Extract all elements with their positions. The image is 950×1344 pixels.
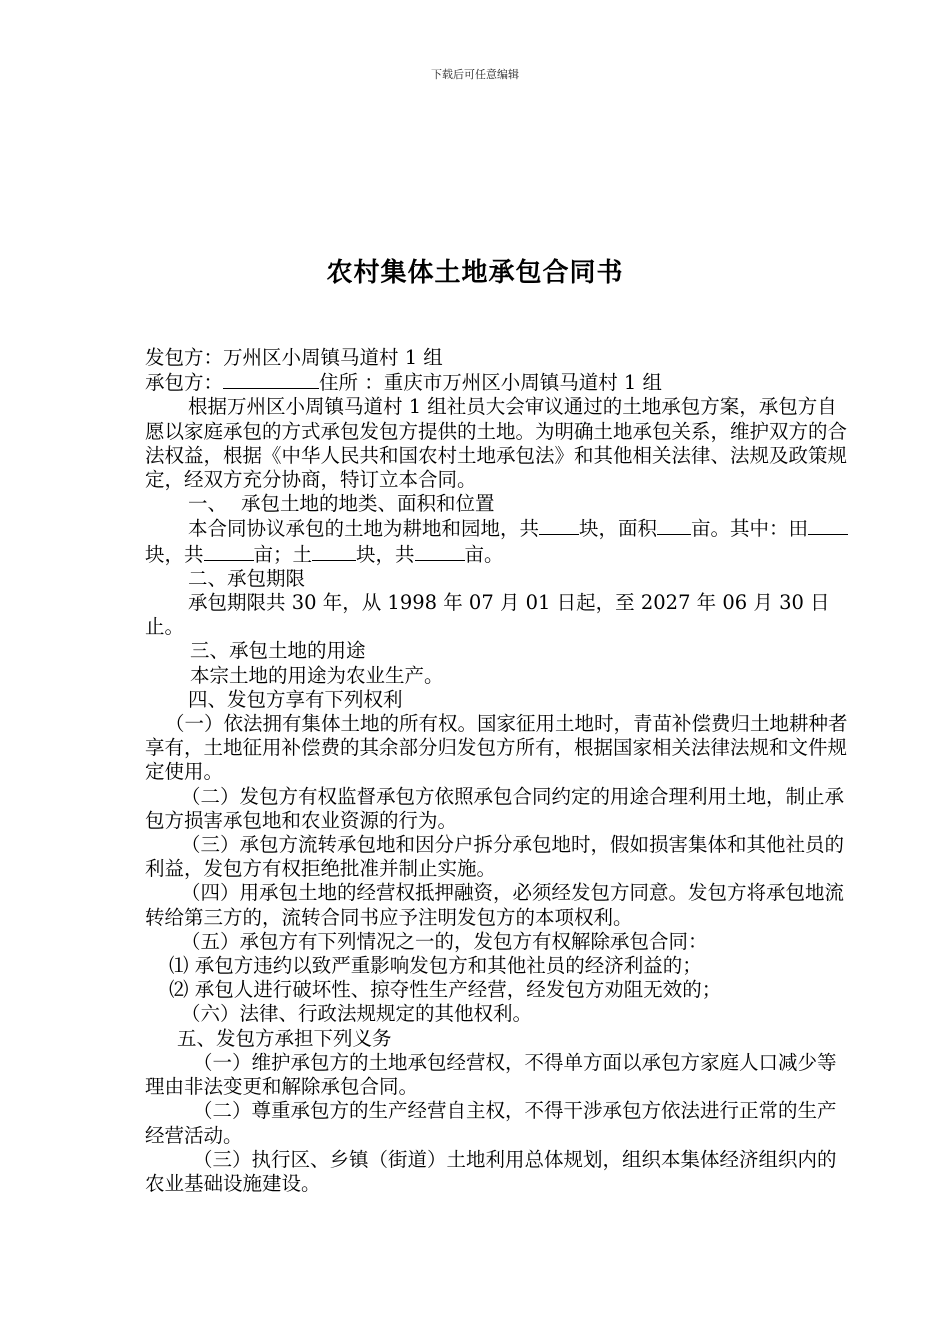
section-5-item-3: （三）执行区、乡镇（街道）土地利用总体规划，组织本集体经济组织内的农业基础设施建设。: [145, 1147, 837, 1195]
section-4-item-4: （四）用承包土地的经营权抵押融资，必须经发包方同意。发包方将承包地流转给第三方的，流转合同书应予注明发包方的本项权利。: [145, 881, 845, 929]
paddy-area-blank: [204, 542, 254, 561]
total-plots-blank: [539, 516, 579, 535]
section-1-number: 一、: [188, 492, 228, 516]
section-1-text-a: 本合同协议承包的土地为耕地和园地，共: [188, 517, 540, 541]
party-b-address: 住所 ：重庆市万州区小周镇马道村 1 组: [319, 371, 663, 395]
section-1-text-e: 亩；土: [253, 542, 313, 566]
section-5-item-2: （二）尊重承包方的生产经营自主权，不得干涉承包方依法进行正常的生产经营活动。: [145, 1099, 837, 1147]
section-4-item-6: （六）法律、行政法规规定的其他权利。: [181, 1002, 533, 1026]
section-5-item-1: （一）维护承包方的土地承包经营权，不得单方面以承包方家庭人口减少等理由非法变更和解除承包合同。: [145, 1050, 837, 1099]
party-b-name-blank: [223, 370, 319, 389]
party-a-line: 发包方：万州区小周镇马道村 1 组: [145, 346, 443, 369]
section-1-text-g: 亩。: [464, 542, 504, 566]
section-1-text-c: 亩。其中：田: [691, 517, 809, 541]
dry-plots-blank: [312, 542, 356, 561]
section-2-heading: 二、承包期限: [188, 566, 306, 590]
dry-area-blank: [415, 542, 465, 561]
section-1-paragraph: [145, 516, 855, 566]
section-4-item-5-sub-2: ⑵ 承包人进行破坏性、掠夺性生产经营，经发包方劝阻无效的；: [169, 978, 722, 1002]
section-4-item-5-sub-1: ⑴ 承包方违约以致严重影响发包方和其他社员的经济利益的；: [169, 954, 702, 978]
section-4-item-5: （五）承包方有下列情况之一的，发包方有权解除承包合同：: [181, 929, 708, 953]
document-body: [145, 346, 855, 1196]
section-2-paragraph: 承包期限共 30 年，从 1998 年 07 月 01 日起，至 2027 年 06 月 30 日止。: [145, 591, 830, 639]
party-b-label: 承包方：: [145, 371, 224, 395]
intro-paragraph: 根据万州区小周镇马道村 1 组社员大会审议通过的土地承包方案，承包方自愿以家庭承包的方式承包发包方提供的土地。为明确土地承包关系，维护双方的合法权益，根据《中华人民共和国农村土地承包法》和其他相关法律、法规及政策规定，经双方充分协商，特订立本合同。: [145, 395, 848, 492]
section-4-item-3: （三）承包方流转承包地和因分户拆分承包地时，假如损害集体和其他社员的利益，发包方有权拒绝批准并制止实施。: [145, 833, 845, 881]
section-1-text-d: 块，共: [145, 542, 204, 566]
section-3-paragraph: 本宗土地的用途为农业生产。: [190, 663, 444, 687]
total-area-blank: [657, 516, 691, 535]
paddy-plots-blank: [808, 516, 848, 535]
document-title: 农村集体土地承包合同书: [326, 258, 624, 288]
party-b-line: [145, 370, 855, 395]
section-4-heading: 四、发包方享有下列权利: [188, 687, 403, 711]
section-1-heading: [145, 492, 855, 516]
section-1-title: 承包土地的地类、面积和位置: [241, 492, 495, 516]
section-4-item-2: （二）发包方有权监督承包方依照承包合同约定的用途合理利用土地，制止承包方损害承包地和农业资源的行为。: [145, 784, 845, 832]
section-4-item-1: （一）依法拥有集体土地的所有权。国家征用土地时，青苗补偿费归土地耕种者享有，土地征用补偿费的其余部分归发包方所有，根据国家相关法律法规和文件规定使用。: [145, 712, 848, 784]
section-1-text-f: 块，共: [356, 542, 415, 566]
section-3-heading: 三、承包土地的用途: [190, 639, 366, 663]
header-note: 下载后可任意编辑: [431, 68, 519, 81]
section-1-text-b: 块，面积: [579, 517, 658, 541]
section-5-heading: 五、发包方承担下列义务: [177, 1026, 392, 1050]
